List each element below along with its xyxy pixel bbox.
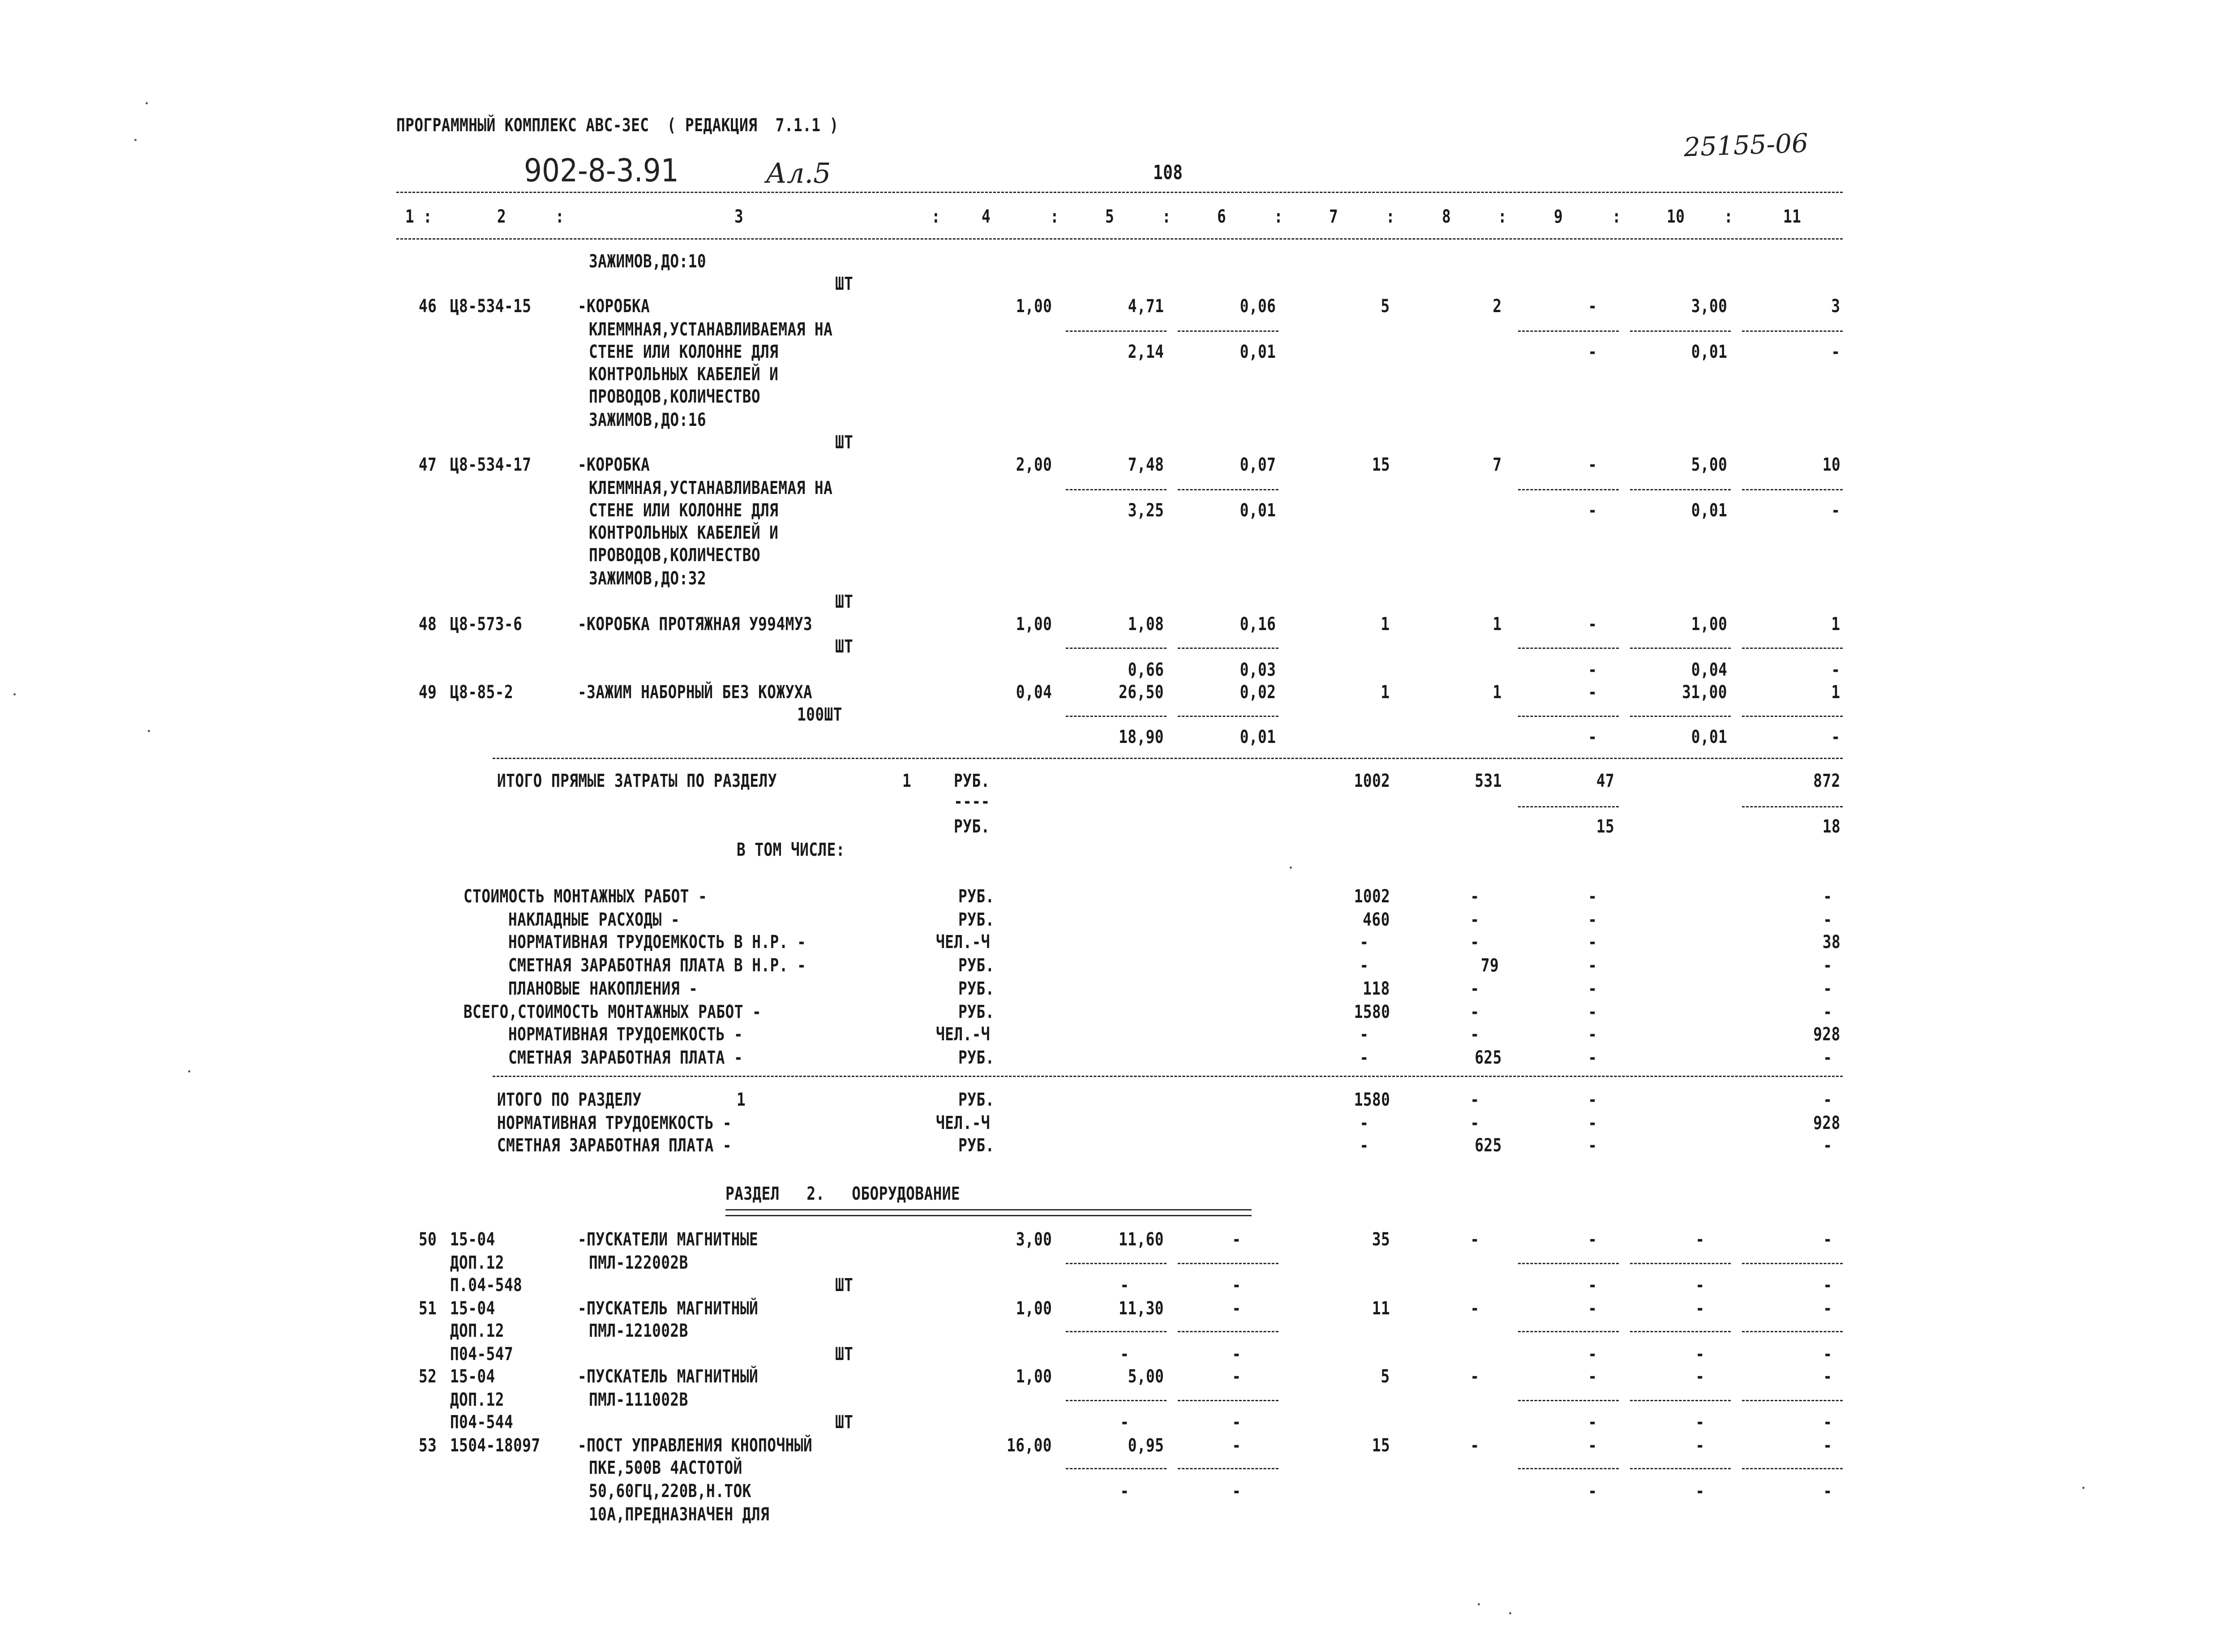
rule — [396, 192, 1843, 193]
scan-speck — [13, 693, 16, 695]
rule — [396, 238, 1843, 240]
stamp-number: 25155-06 — [1683, 128, 1809, 163]
scan-speck — [1290, 867, 1292, 869]
scan-speck — [134, 139, 137, 141]
album-label: Ал.5 — [766, 157, 831, 189]
page-number: 108 — [1153, 161, 1183, 184]
scan-speck — [1509, 1612, 1511, 1614]
project-code: 902-8-3.91 — [524, 152, 679, 189]
scan-speck — [2082, 1487, 2085, 1489]
unit: ШТ — [835, 274, 854, 294]
continued-desc: ЗАЖИМОВ,ДО:10 — [589, 251, 707, 272]
scan-speck — [188, 1070, 190, 1073]
rule — [493, 758, 1843, 759]
program-header: ПРОГРАММНЫЙ КОМПЛЕКС АВС-3ЕС ( РЕДАКЦИЯ 7.1.1 ) — [396, 115, 839, 136]
scan-speck — [148, 730, 150, 732]
rule — [493, 1076, 1843, 1077]
section-title-underline — [725, 1209, 1252, 1216]
scan-speck — [1478, 1603, 1480, 1605]
scan-speck — [146, 102, 148, 104]
section-title: РАЗДЕЛ 2. ОБОРУДОВАНИЕ — [725, 1184, 961, 1204]
estimate-sheet: ПРОГРАММНЫЙ КОМПЛЕКС АВС-3ЕС ( РЕДАКЦИЯ 7.1.1 ) 25155-06 902-8-3.91 Ал.5 108 1 2 3 4 5 6 7 8 9 10 11 : : : : : : : : : : ЗАЖИМОВ,ДО:10 ШТ 46 Ц8-534-15 -КОРОБКА КЛЕММНАЯ,УСТАНАВЛИВАЕМАЯ НА СТЕНЕ ИЛИ КОЛОННЕ ДЛЯ КОНТРОЛЬНЫХ КАБЕЛЕЙ И ПРОВОДОВ,КОЛИЧЕСТВО ЗАЖИМОВ,ДО:16 ШТ 1,00 4,71 0,06 5 2 - 3,00 3 2,14 0,01 - 0,01 - 47 Ц8-534-17 -КОРОБКА КЛЕММНАЯ,УСТАНАВЛИВАЕМАЯ НА СТЕНЕ ИЛИ КОЛОННЕ ДЛЯ КОНТРОЛЬНЫХ КАБЕЛЕЙ И ПРОВОДОВ,КОЛИЧЕСТВО ЗАЖИМОВ,ДО:32 ШТ 2,00 7,48 0,07 15 7 - 5,00 10 3,25 0,01 - 0,01 - 48 Ц8-573-6 -КОРОБКА ПРОТЯЖНАЯ У994МУ3 ШТ 1,00 1,08 0,16 1 1 - 1,00 1 0,66 0,03 - 0,04 - 49 Ц8-85-2 -ЗАЖИМ НАБОРНЫЙ БЕЗ КОЖУХА 100ШТ 0,04 26,50 0,02 1 1 - 31,00 1 18,90 0,01 - 0,01 - ИТОГО ПРЯМЫЕ ЗАТРАТЫ ПО РАЗДЕЛУ 1 РУБ. ---- 1002 531 47 872 РУБ. 15 18 В ТОМ ЧИСЛЕ: СТОИМОСТЬ МОНТАЖНЫХ РАБОТ - РУБ. 1002 - - - НАКЛАДНЫЕ РАСХОДЫ - РУБ. 460 - - - НОРМАТИВНАЯ ТРУДОЕМКОСТЬ В Н.Р. - ЧЕЛ.-Ч - - - 38 СМЕТНАЯ ЗАРАБОТНАЯ ПЛАТА В Н.Р. - РУБ. - 79 - - ПЛАНОВЫЕ НАКОПЛЕНИЯ - РУБ. 118 - - - ВСЕГО,СТОИМОСТЬ МОНТАЖНЫХ РАБОТ - РУБ. 1580 - - - НОРМАТИВНАЯ ТРУДОЕМКОСТЬ - ЧЕЛ.-Ч - - - 928 СМЕТНАЯ ЗАРАБОТНАЯ ПЛАТА - РУБ. - 625 - - ИТОГО ПО РАЗДЕЛУ 1 РУБ. 1580 - - - НОРМАТИВНАЯ ТРУДОЕМКОСТЬ - ЧЕЛ.-Ч - - - 928 СМЕТНАЯ ЗАРАБОТНАЯ ПЛАТА - РУБ. - 625 - - РАЗДЕЛ 2. ОБОРУДОВАНИЕ 50 15-04 ДОП.12 П.04-548 -ПУСКАТЕЛИ МАГНИТНЫЕ ПМЛ-122002В ШТ 3,00 11,60 - 35 - - - - - - - - - 51 15-04 ДОП.12 П04-547 -ПУСКАТЕЛЬ МАГНИТНЫЙ ПМЛ-121002В ШТ 1,00 11,30 - 11 - - - - - - - - - 52 15-04 ДОП.12 П04-544 -ПУСКАТЕЛЬ МАГНИТНЫЙ ПМЛ-111002В ШТ 1,00 5,00 - 5 - - - - - - - - - 53 1504-18097 -ПОСТ УПРАВЛЕНИЯ КНОПОЧНЫЙ ПКЕ,500В 4АСТОТОЙ 50,60ГЦ,220В,Н.ТОК 10А,ПРЕДНАЗНАЧЕН ДЛЯ 16,00 0,95 - 15 - - - - - - - - - — [0, 0, 2222, 1652]
